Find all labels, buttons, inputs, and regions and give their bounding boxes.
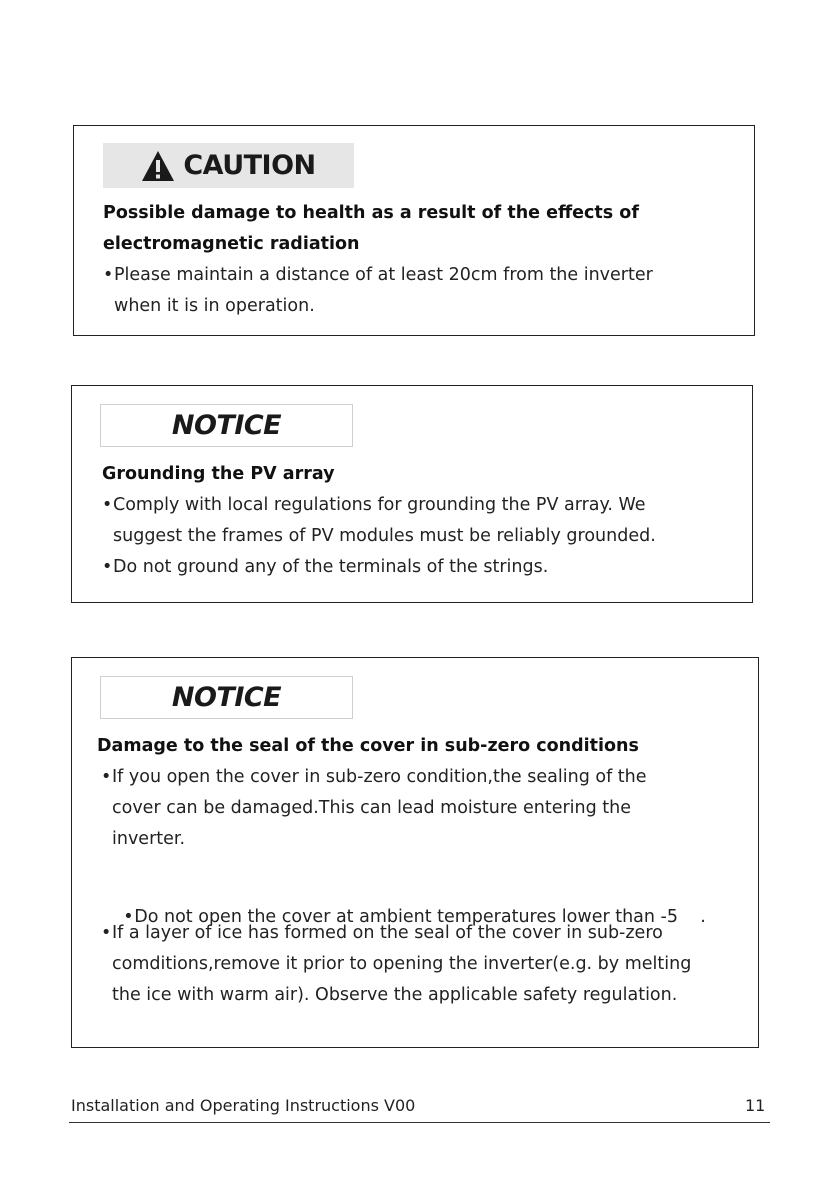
notice-badge [100,404,353,447]
bullet-dot: • [102,495,113,515]
notice-box-grounding [71,385,753,603]
page-number: 11 [745,1096,766,1115]
caution-bullet-1 [103,260,653,322]
notice-2-bullet-2-line1: Do not open the cover at ambient temperatures lower than -5 . [134,907,706,927]
notice-2-bullet-1 [101,762,647,855]
footer-divider [69,1122,770,1123]
notice-box-seal [71,657,759,1048]
caution-label: CAUTION [183,150,316,181]
caution-heading-line2: electromagnetic radiation [103,234,360,254]
notice-1-bullet-2 [102,552,548,583]
caution-heading-line1: Possible damage to health as a result of the effects of [103,203,639,223]
bullet-dot: • [101,923,112,943]
notice-label: NOTICE [171,410,282,441]
notice-label: NOTICE [171,682,282,713]
notice-2-bullet-1-line2: cover can be damaged.This can lead moisture entering the [112,798,631,818]
caution-bullet-1-line1: Please maintain a distance of at least 20cm from the inverter [114,265,653,285]
notice-2-bullet-3-line1: If a layer of ice has formed on the seal of the cover in sub-zero [112,923,663,943]
caution-box [73,125,755,336]
notice-1-heading: Grounding the PV array [102,464,335,484]
notice-1-bullet-1 [102,490,656,552]
notice-badge [100,676,353,719]
notice-2-bullet-3-line2: comditions,remove it prior to opening the inverter(e.g. by melting [112,954,692,974]
caution-bullet-1-line2: when it is in operation. [114,296,315,316]
warning-triangle-icon [141,150,175,182]
caution-badge [103,143,354,188]
bullet-dot: • [123,907,134,927]
notice-2-bullet-3-line3: the ice with warm air). Observe the applicable safety regulation. [112,985,678,1005]
notice-2-heading: Damage to the seal of the cover in sub-zero conditions [97,736,639,756]
bullet-dot: • [101,767,112,787]
notice-2-bullet-3 [101,918,691,1011]
notice-2-bullet-1-line3: inverter. [112,829,186,849]
notice-1-bullet-1-line2: suggest the frames of PV modules must be reliably grounded. [113,526,656,546]
bullet-dot: • [102,557,113,577]
caution-heading [103,198,639,260]
bullet-dot: • [103,265,114,285]
footer-title: Installation and Operating Instructions V00 [71,1096,416,1115]
notice-2-bullet-1-line1: If you open the cover in sub-zero condition,the sealing of the [112,767,647,787]
notice-1-bullet-1-line1: Comply with local regulations for grounding the PV array. We [113,495,646,515]
notice-1-bullet-2-line1: Do not ground any of the terminals of the strings. [113,557,549,577]
